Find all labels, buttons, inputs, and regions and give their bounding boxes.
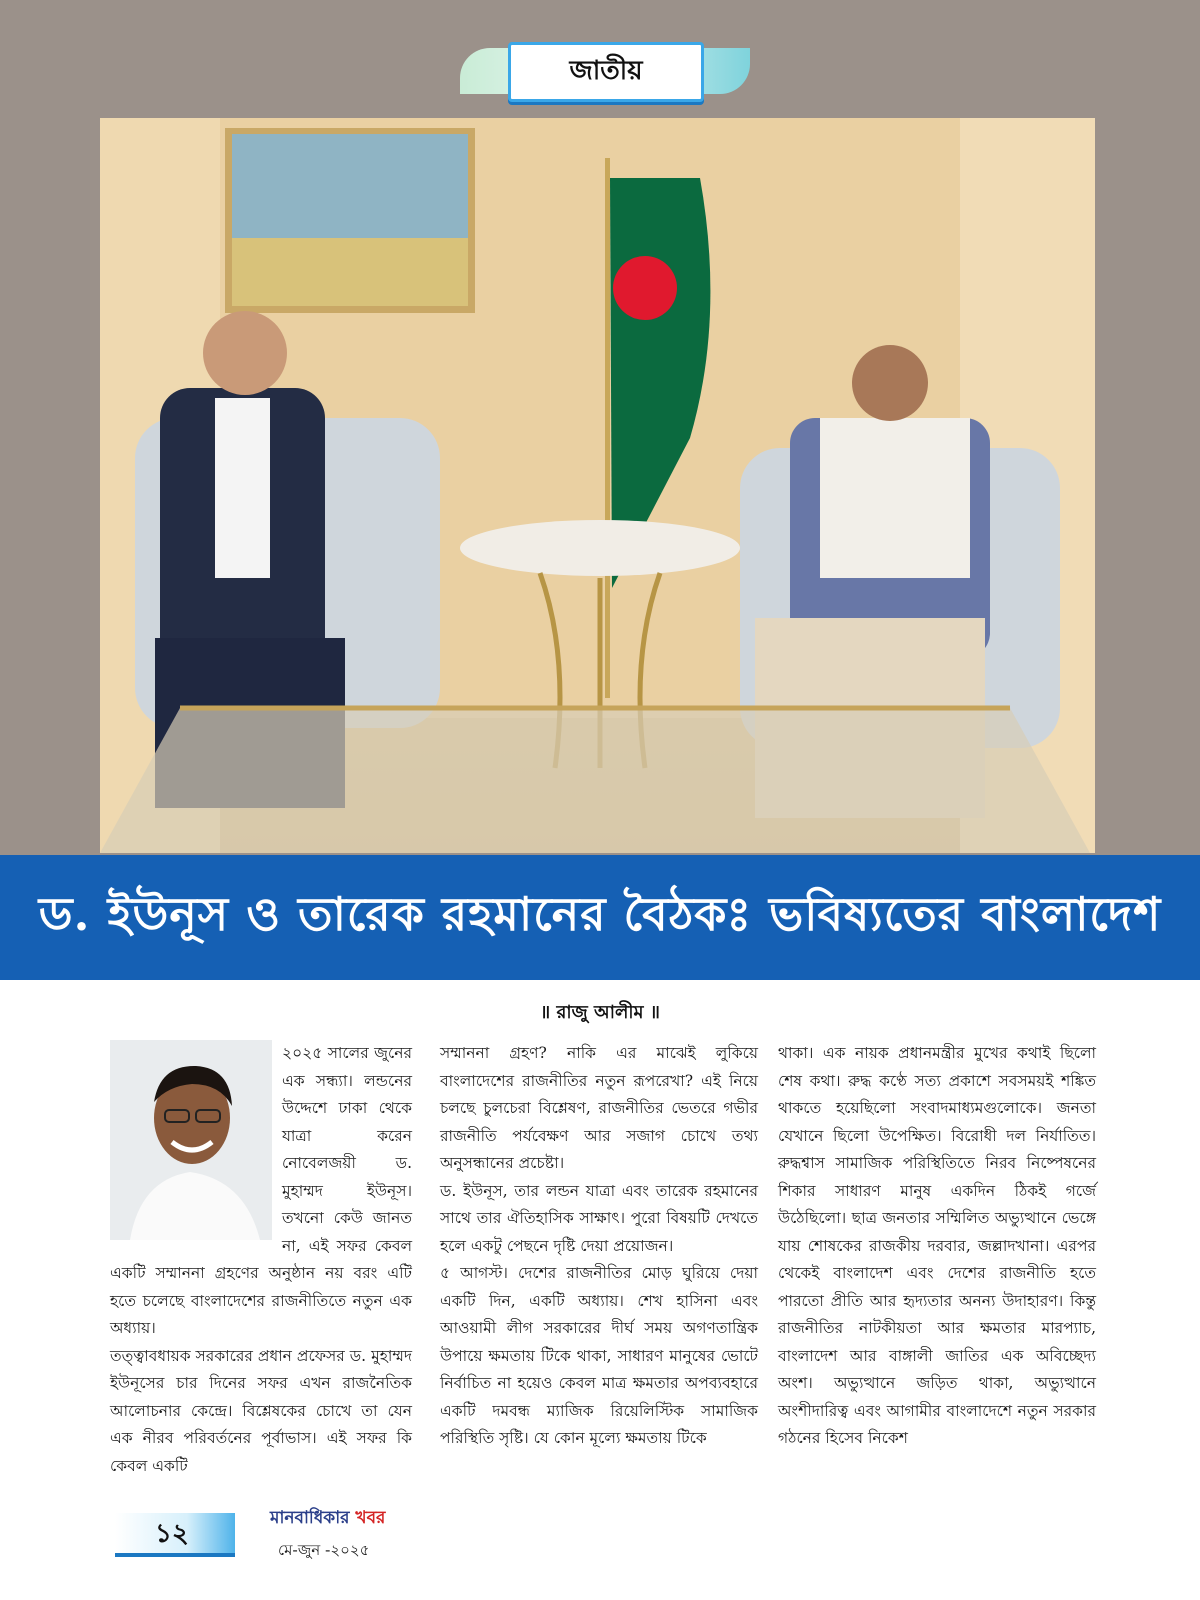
article-column-1 (110, 1040, 412, 1480)
painting-field (232, 238, 468, 306)
author-byline: ॥ রাজু আলীম ॥ (540, 1002, 660, 1023)
article-column-2 (440, 1040, 758, 1453)
magazine-name-accent: খবর (355, 1508, 386, 1528)
section-tab (460, 42, 750, 100)
intro-paragraph: ২০২৫ সালের জুনের এক সন্ধ্যা। লন্ডনের উদ্দেশে ঢাকা থেকে যাত্রা করেন নোবেলজয়ী ড. মুহাম্মদ ইউনূস। তখনো কেউ জানত না, এই সফর কেবল একটি সম্মাননা গ্রহণের অনুষ্ঠান নয় বরং এটি হতে চলেছে বাংলাদেশের রাজনীতিতে নতুন এক অধ্যায়। (110, 1044, 412, 1337)
left-man-head (203, 311, 287, 395)
section-tab-box (508, 42, 704, 102)
magazine-footer (270, 1505, 385, 1564)
article-headline: ড. ইউনূস ও তারেক রহমানের বৈঠকঃ ভবিষ্যতের বাংলাদেশ (38, 886, 1162, 941)
flag-red-disc (613, 256, 677, 320)
left-man-shirt (215, 398, 270, 578)
side-table-top (460, 520, 740, 576)
right-man-vest (820, 418, 970, 578)
headline-banner (0, 855, 1200, 980)
paragraph: সম্মাননা গ্রহণ? নাকি এর মাঝেই লুকিয়ে বাংলাদেশের রাজনীতির নতুন রূপরেখা? এই নিয়ে চলছে চুলচেরা বিশ্লেষণ, রাজনীতির ভেতরে গভীর রাজনীতি পর্যবেক্ষণ আর সজাগ চোখে তথ্য অনুসন্ধানের প্রচেষ্টা। (440, 1044, 758, 1172)
paragraph: ৫ আগস্ট। দেশের রাজনীতির মোড় ঘুরিয়ে দেয়া একটি দিন, একটি অধ্যায়। শেখ হাসিনা এবং আওয়ামী লীগ সরকারের দীর্ঘ সময় অগণতান্ত্রিক উপায়ে ক্ষমতায় টিকে থাকা, সাধারণ মানুষের ভোটে নির্বাচিত না হয়েও কেবল মাত্র ক্ষমতার অপব্যবহারে একটি দমবন্ধ ম্যাজিক রিয়েলিস্টিক সামাজিক পরিস্থিতি সৃষ্টি। যে কোন মূল্যে ক্ষমতায় টিকে (440, 1264, 758, 1447)
magazine-name: মানবাধিকার (270, 1508, 356, 1528)
glass-table (100, 708, 1090, 853)
right-man-head (852, 345, 928, 421)
lead-photo (100, 118, 1095, 853)
flag-pole (605, 158, 610, 698)
lead-photo-illustration (100, 118, 1095, 853)
magazine-logo (270, 1505, 385, 1533)
paragraph: থাকা। এক নায়ক প্রধানমন্ত্রীর মুখের কথাই ছিলো শেষ কথা। রুদ্ধ কণ্ঠে সত্য প্রকাশে সবসময়ই শঙ্কিত থাকতে হয়েছিলো সংবাদমাধ্যমগুলোকে। জনতা যেখানে ছিলো উপেক্ষিত। বিরোধী দল নির্যাতিত। রুদ্ধশ্বাস সামাজিক পরিস্থিতিতে নিরব নিষ্পেষনের শিকার সাধারণ মানুষ একদিন ঠিকই গর্জে উঠেছিলো। ছাত্র জনতার সম্মিলিত অভ্যুত্থানে ভেঙ্গে যায় শোষকের রাজকীয় দরবার, জল্লাদখানা। এরপর থেকেই বাংলাদেশ এবং দেশের রাজনীতি হতে পারতো প্রীতি আর হৃদ্যতার অনন্য উদাহারণ। কিন্তু রাজনীতির নাটকীয়তা আর ক্ষমতার মারপ্যাচ, বাংলাদেশ আর বাঙ্গালী জাতির এক অবিচ্ছেদ্য অংশ। অভ্যুত্থানে জড়িত থাকা, অভ্যুত্থানে অংশীদারিত্ব এবং আগামীর বাংলাদেশে নতুন সরকার গঠনের হিসেব নিকেশ (778, 1044, 1096, 1447)
author-photo (110, 1040, 272, 1240)
page-number: ১২ (155, 1519, 189, 1549)
page-number-badge (115, 1505, 245, 1560)
paragraph: ড. ইউনূস, তার লন্ডন যাত্রা এবং তারেক রহমানের সাথে তার ঐতিহাসিক সাক্ষাৎ। পুরো বিষয়টি দেখতে হলে একটু পেছনে দৃষ্টি দেয়া প্রয়োজন। (440, 1181, 758, 1255)
author-portrait (110, 1040, 272, 1240)
issue-date: মে-জুন -২০২৫ (278, 1541, 370, 1559)
article-column-3 (778, 1040, 1096, 1453)
section-label: জাতীয় (569, 56, 643, 86)
paragraph: তত্ত্বাবধায়ক সরকারের প্রধান প্রফেসর ড. মুহাম্মদ ইউনূসের চার দিনের সফর এখন রাজনৈতিক আলোচনার কেন্দ্রে। বিশ্লেষকের চোখে তা যেন এক নীরব পরিবর্তনের পূর্বাভাস। এই সফর কি কেবল একটি (110, 1346, 412, 1475)
